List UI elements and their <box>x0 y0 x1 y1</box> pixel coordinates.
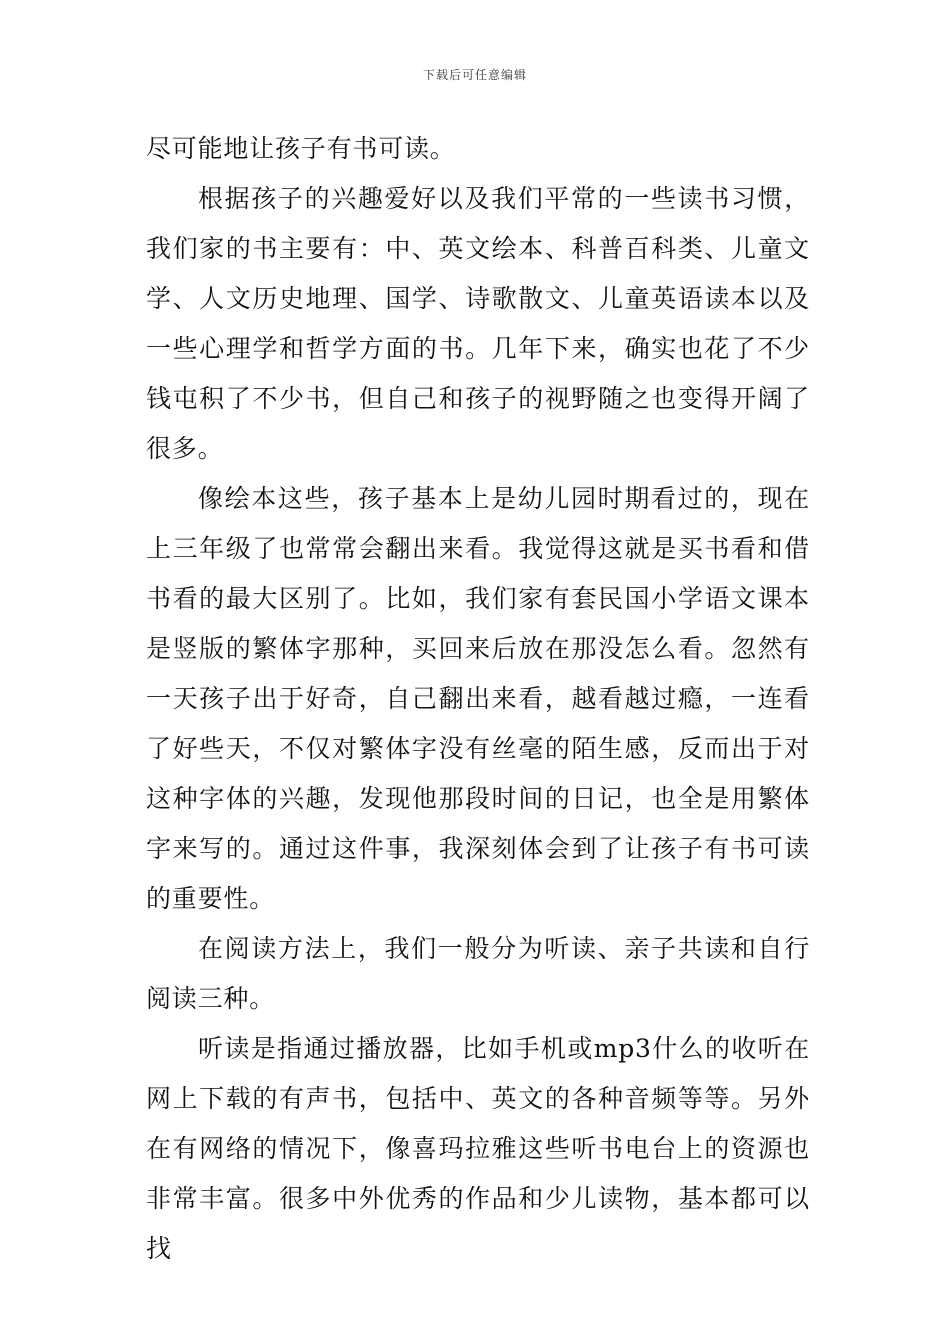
document-body <box>146 124 810 1274</box>
paragraph-continuation: 尽可能地让孩子有书可读。 <box>146 134 456 163</box>
paragraph-picture-books: 像绘本这些，孩子基本上是幼儿园时期看过的，现在上三年级了也常常会翻出来看。我觉得这就是买书看和借书看的最大区别了。比如，我们家有套民国小学语文课本是竖版的繁体字那种，买回来后放在那没怎么看。忽然有一天孩子出于好奇，自己翻出来看，越看越过瘾，一连看了好些天，不仅对繁体字没有丝毫的陌生感，反而出于对这种字体的兴趣，发现他那段时间的日记，也全是用繁体字来写的。通过这件事，我深刻体会到了让孩子有书可读的重要性。 <box>146 484 810 913</box>
paragraph-book-types: 根据孩子的兴趣爱好以及我们平常的一些读书习惯，我们家的书主要有：中、英文绘本、科普百科类、儿童文学、人文历史地理、国学、诗歌散文、儿童英语读本以及一些心理学和哲学方面的书。几年下来，确实也花了不少钱屯积了不少书，但自己和孩子的视野随之也变得开阔了很多。 <box>146 184 810 463</box>
paragraph-listening: 听读是指通过播放器，比如手机或mp3什么的收听在网上下载的有声书，包括中、英文的各种音频等等。另外在有网络的情况下，像喜玛拉雅这些听书电台上的资源也非常丰富。很多中外优秀的作品和少儿读物，基本都可以找 <box>146 1034 810 1263</box>
page-header: 下载后可任意编辑 <box>422 68 527 82</box>
paragraph-reading-methods: 在阅读方法上，我们一般分为听读、亲子共读和自行阅读三种。 <box>146 934 810 1013</box>
